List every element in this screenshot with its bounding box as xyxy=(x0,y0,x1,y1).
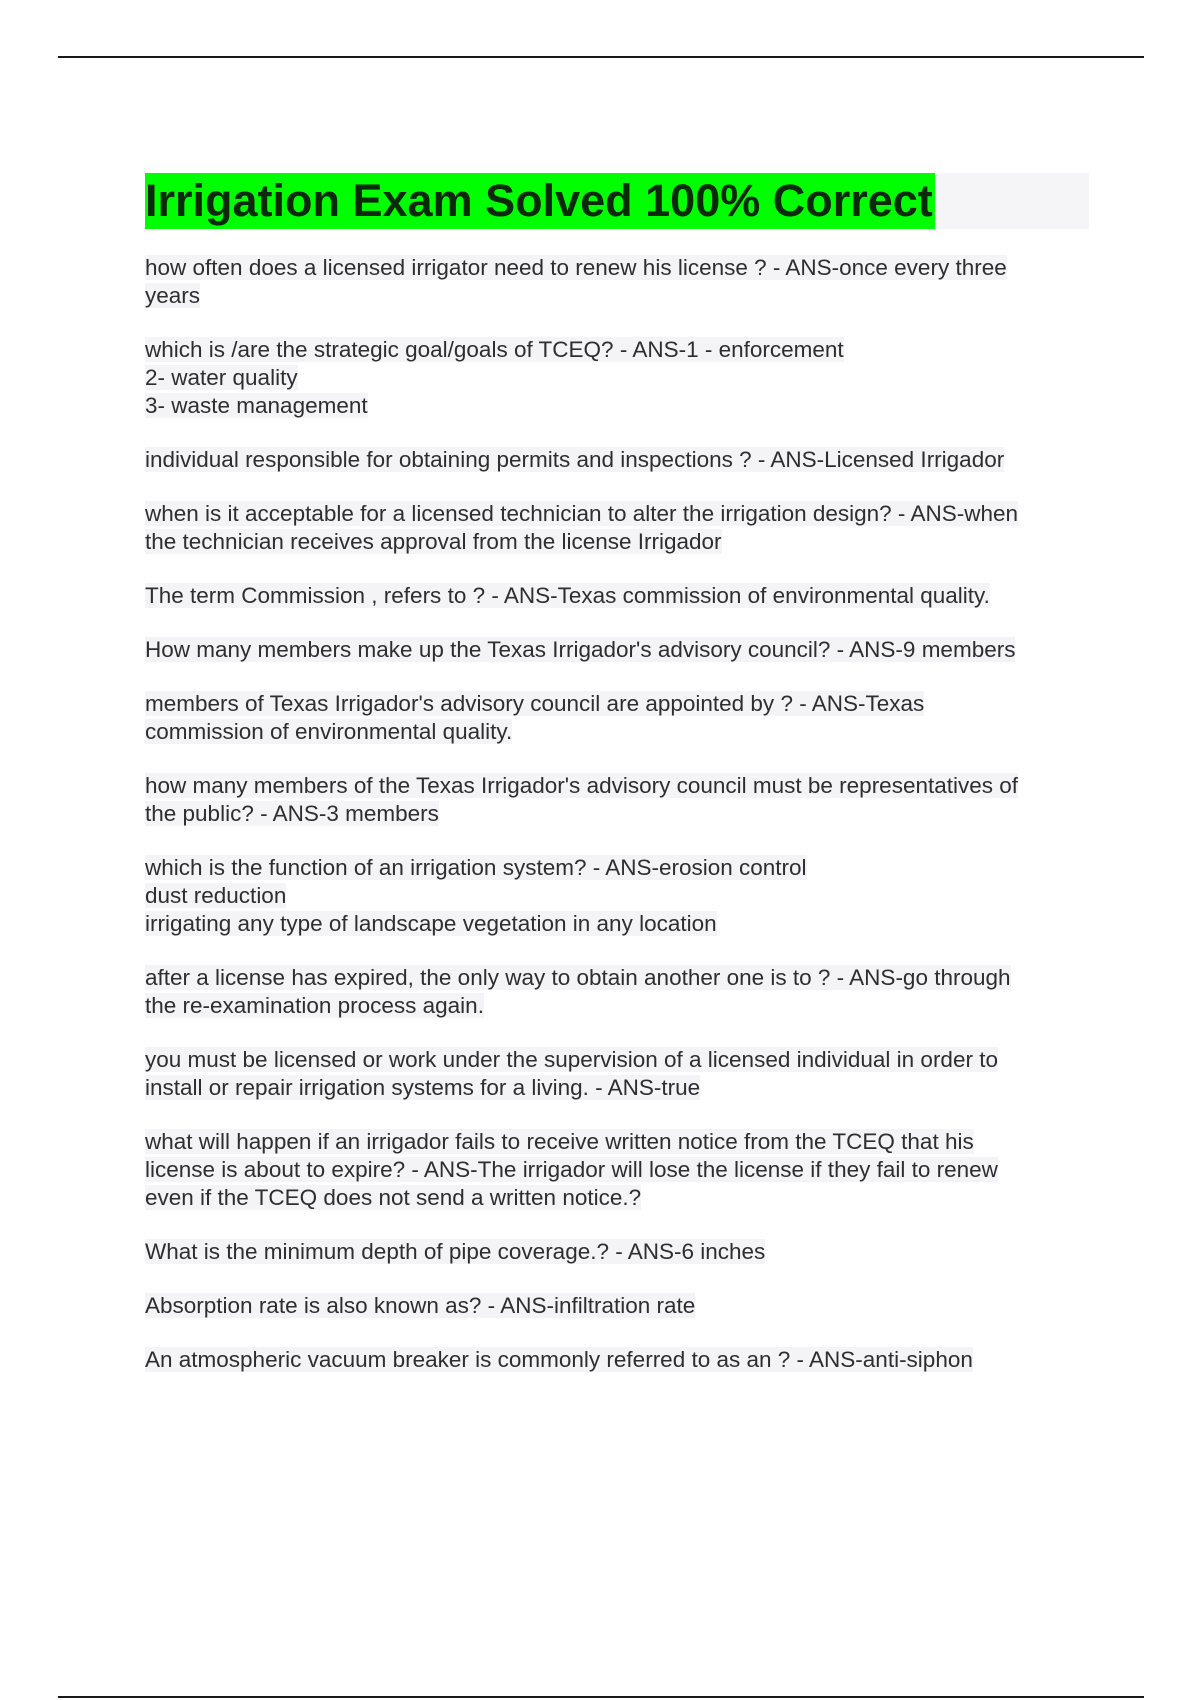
qa-text: you must be licensed or work under the supervision of a licensed individual in order to xyxy=(145,1047,998,1072)
qa-line xyxy=(145,446,1090,474)
qa-item xyxy=(145,1292,1090,1320)
qa-line xyxy=(145,364,1090,392)
qa-text: members of Texas Irrigador's advisory council are appointed by ? - ANS-Texas xyxy=(145,691,925,716)
qa-line xyxy=(145,1128,1090,1156)
qa-line xyxy=(145,964,1090,992)
qa-line xyxy=(145,690,1090,718)
qa-text: years xyxy=(145,283,201,308)
qa-line xyxy=(145,1238,1090,1266)
qa-text: the technician receives approval from the license Irrigador xyxy=(145,529,722,554)
qa-text: irrigating any type of landscape vegetation in any location xyxy=(145,911,717,936)
qa-line xyxy=(145,1046,1090,1074)
qa-line xyxy=(145,800,1090,828)
qa-text: The term Commission , refers to ? - ANS-Texas commission of environmental quality. xyxy=(145,583,990,608)
qa-item xyxy=(145,1346,1090,1374)
qa-text: which is the function of an irrigation system? - ANS-erosion control xyxy=(145,855,807,880)
qa-item xyxy=(145,964,1090,1020)
qa-text: how often does a licensed irrigator need to renew his license ? - ANS-once every three xyxy=(145,255,1007,280)
qa-line xyxy=(145,718,1090,746)
qa-text: the re-examination process again. xyxy=(145,993,484,1018)
qa-line xyxy=(145,910,1090,938)
qa-item xyxy=(145,254,1090,310)
qa-line xyxy=(145,528,1090,556)
qa-text: even if the TCEQ does not send a written notice.? xyxy=(145,1185,642,1210)
qa-text: 3- waste management xyxy=(145,393,368,418)
qa-line xyxy=(145,1156,1090,1184)
qa-line xyxy=(145,254,1090,282)
qa-text: how many members of the Texas Irrigador's advisory council must be representatives of xyxy=(145,773,1019,798)
qa-item xyxy=(145,500,1090,556)
qa-item xyxy=(145,1238,1090,1266)
document-title: Irrigation Exam Solved 100% Correct xyxy=(145,173,935,229)
qa-line xyxy=(145,636,1090,664)
qa-item xyxy=(145,690,1090,746)
qa-item xyxy=(145,772,1090,828)
qa-item xyxy=(145,636,1090,664)
qa-text: when is it acceptable for a licensed technician to alter the irrigation design? - ANS-when xyxy=(145,501,1018,526)
qa-line xyxy=(145,992,1090,1020)
qa-item xyxy=(145,446,1090,474)
qa-text: install or repair irrigation systems for a living. - ANS-true xyxy=(145,1075,701,1100)
qa-line xyxy=(145,772,1090,800)
qa-text: How many members make up the Texas Irrigador's advisory council? - ANS-9 members xyxy=(145,637,1016,662)
qa-item xyxy=(145,854,1090,938)
qa-line xyxy=(145,282,1090,310)
qa-text: what will happen if an irrigador fails to receive written notice from the TCEQ that his xyxy=(145,1129,974,1154)
qa-text: license is about to expire? - ANS-The irrigador will lose the license if they fail to renew xyxy=(145,1157,998,1182)
qa-text: An atmospheric vacuum breaker is commonly referred to as an ? - ANS-anti-siphon xyxy=(145,1347,973,1372)
qa-text: What is the minimum depth of pipe coverage.? - ANS-6 inches xyxy=(145,1239,766,1264)
qa-text: individual responsible for obtaining permits and inspections ? - ANS-Licensed Irrigador xyxy=(145,447,1005,472)
qa-line xyxy=(145,1292,1090,1320)
qa-line xyxy=(145,582,1090,610)
qa-text: 2- water quality xyxy=(145,365,298,390)
qa-text: Absorption rate is also known as? - ANS-infiltration rate xyxy=(145,1293,696,1318)
qa-line xyxy=(145,1184,1090,1212)
qa-text: commission of environmental quality. xyxy=(145,719,513,744)
footer-rule xyxy=(58,1696,1144,1698)
qa-line xyxy=(145,500,1090,528)
qa-line xyxy=(145,882,1090,910)
header-rule xyxy=(58,56,1144,58)
qa-list xyxy=(145,254,1090,1400)
qa-text: the public? - ANS-3 members xyxy=(145,801,439,826)
qa-text: after a license has expired, the only way to obtain another one is to ? - ANS-go through xyxy=(145,965,1011,990)
qa-line xyxy=(145,336,1090,364)
qa-item xyxy=(145,336,1090,420)
qa-text: dust reduction xyxy=(145,883,287,908)
qa-line xyxy=(145,1346,1090,1374)
qa-item xyxy=(145,1128,1090,1212)
title-block xyxy=(145,173,1089,229)
qa-item xyxy=(145,582,1090,610)
qa-line xyxy=(145,392,1090,420)
qa-line xyxy=(145,854,1090,882)
qa-item xyxy=(145,1046,1090,1102)
qa-line xyxy=(145,1074,1090,1102)
qa-text: which is /are the strategic goal/goals of TCEQ? - ANS-1 - enforcement xyxy=(145,337,844,362)
